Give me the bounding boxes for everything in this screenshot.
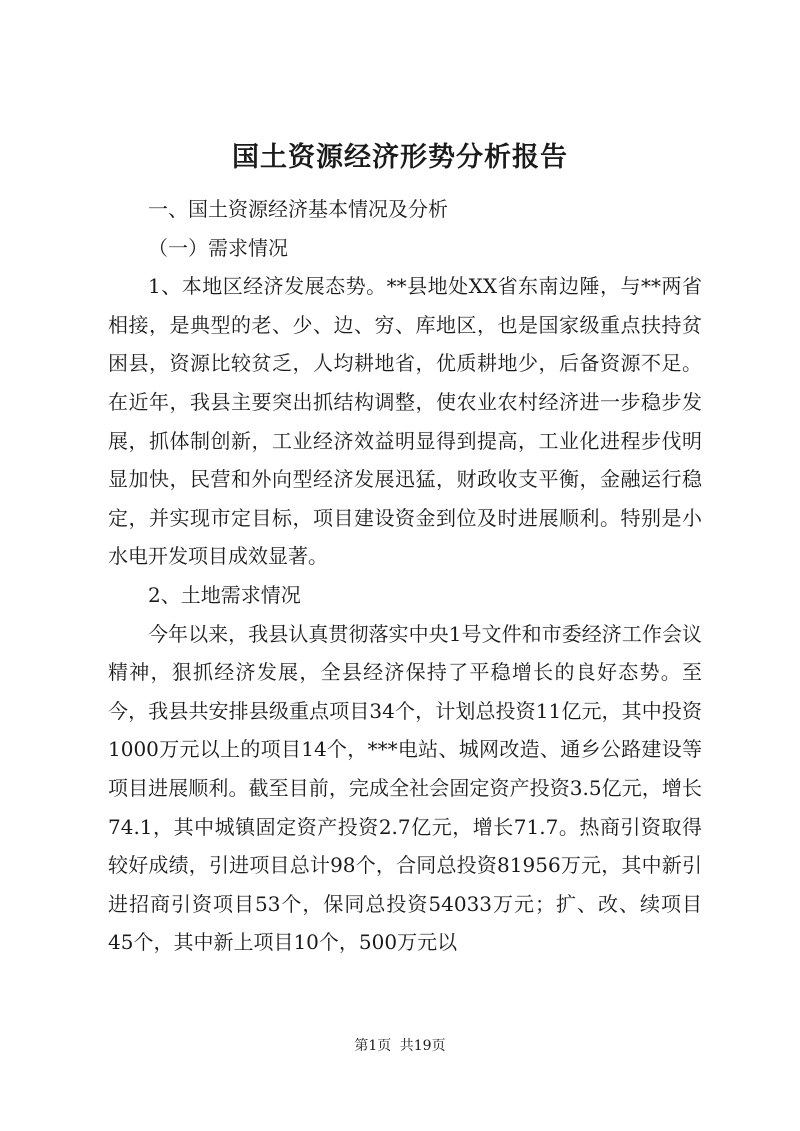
subsection-heading: （一）需求情况 <box>148 235 288 260</box>
paragraph: 今年以来，我县认真贯彻落实中央1号文件和市委经济工作会议精神，狠抓经济发展，全县经济保持了平稳增长的良好态势。至今，我县共安排县级重点项目34个，计划总投资11亿元，其中投资1000万元以上的项目14个，***电站、城网改造、通乡公路建设等项目进展顺利。截至目前，完成全社会固定资产投资3.5亿元，增长74.1，其中城镇固定资产投资2.7亿元，增长71.7。热商引资取得较好成绩，引进项目总计98个，合同总投资81956万元，其中新引进招商引资项目53个，保同总投资54033万元；扩、改、续项目45个，其中新上项目10个，500万元以 <box>108 621 702 955</box>
page-number: 第1页 <box>354 1038 392 1054</box>
page-total: 共19页 <box>399 1038 446 1054</box>
item-heading: 2、土地需求情况 <box>148 582 301 607</box>
section-heading: 一、国土资源经济基本情况及分析 <box>148 197 448 221</box>
paragraph: 1、本地区经济发展态势。**县地处XX省东南边陲，与**两省相接，是典型的老、少、边、穷、库地区，也是国家级重点扶持贫困县，资源比较贫乏，人均耕地省，优质耕地少，后备资源不足。在近年，我县主要突出抓结构调整，使农业农村经济进一步稳步发展，抓体制创新，工业经济效益明显得到提高，工业化进程步伐明显加快，民营和外向型经济发展迅猛，财政收支平衡，金融运行稳定，并实现市定目标，项目建设资金到位及时进展顺利。特别是小水电开发项目成效显著。 <box>108 274 702 569</box>
page-footer <box>0 1036 800 1056</box>
document-body <box>108 190 702 962</box>
document-title: 国土资源经济形势分析报告 <box>232 142 568 173</box>
